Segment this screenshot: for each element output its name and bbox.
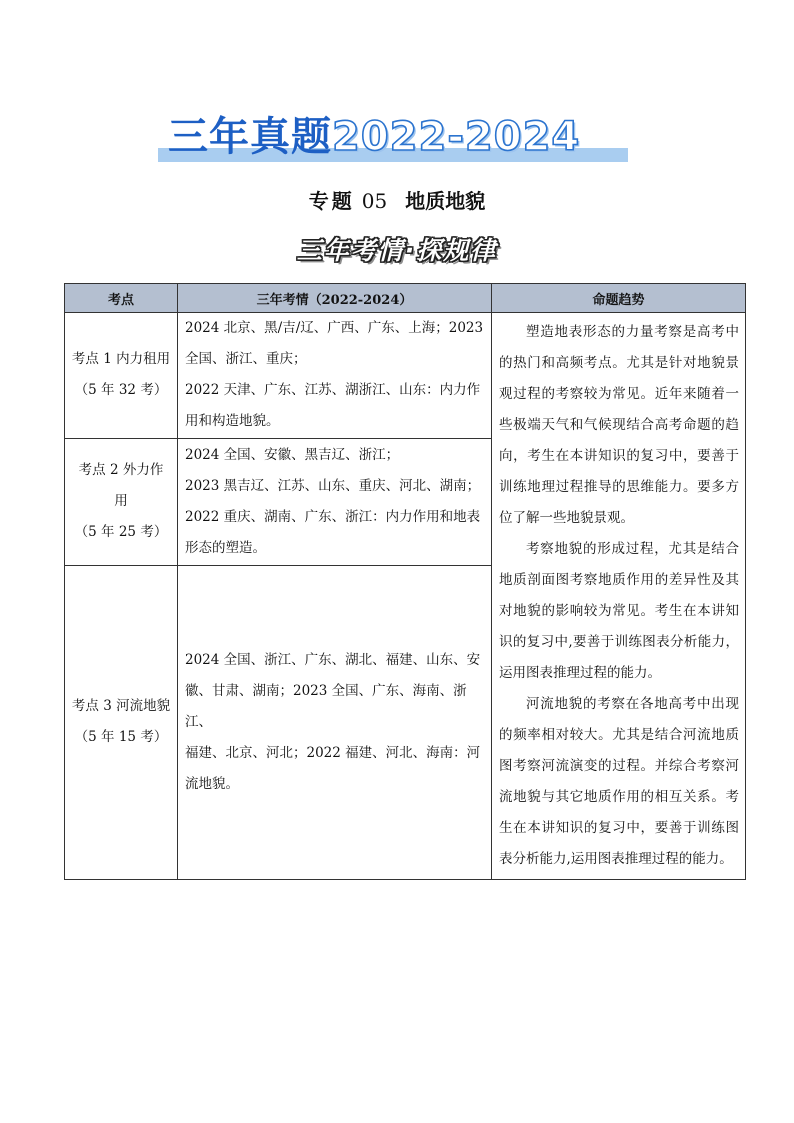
exam-analysis-table — [64, 283, 746, 880]
header-past-exams: 三年考情（2022-2024） — [178, 284, 492, 313]
subject-heading — [0, 186, 794, 216]
trend-paragraph: 塑造地表形态的力量考察是高考中的热门和高频考点。尤其是针对地貌景观过程的考察较为常见。近年来随着一些极端天气和气候现结合高考命题的趋向，考生在本讲知识的复习中，要善于训练地理过程推导的思维能力。要多方位了解一些地貌景观。 — [499, 324, 739, 526]
past-exams-line: 2024 全国、安徽、黑吉辽、浙江； — [185, 446, 400, 463]
past-exams-line: 2024 全国、浙江、广东、湖北、福建、山东、安 — [185, 651, 481, 668]
exam-point-count: （5 年 32 考） — [74, 382, 168, 399]
past-exams-line: 徽、甘肃、湖南；2023 全国、广东、海南、浙江、 — [185, 682, 467, 730]
exam-point-count: （5 年 15 考） — [74, 729, 168, 746]
past-exams-cell — [178, 438, 492, 565]
past-exams-line: 福建、北京、河北；2022 福建、河北、海南：河 — [185, 744, 481, 761]
trend-cell — [492, 313, 746, 880]
past-exams-line: 2024 北京、黑/吉/辽、广西、广东、上海；2023 — [185, 320, 484, 337]
banner-title-cn: 三年真题 — [168, 114, 332, 160]
past-exams-line: 流地貌。 — [185, 775, 239, 792]
header-exam-point: 考点 — [65, 284, 178, 313]
title-banner — [158, 112, 636, 170]
exam-point-name: 考点 2 外力作 — [78, 462, 164, 479]
past-exams-line: 2022 天津、广东、江苏、湖浙江、山东：内力作 — [185, 382, 481, 399]
past-exams-cell — [178, 565, 492, 879]
subject-number: 05 — [361, 189, 388, 213]
subject-title: 地质地貌 — [405, 189, 486, 213]
subject-tag: 专题 — [308, 189, 355, 213]
past-exams-cell — [178, 313, 492, 439]
section-title: 三年考情·探规律 — [296, 236, 498, 265]
exam-point-cell — [65, 313, 178, 439]
trend-paragraph: 考察地貌的形成过程，尤其是结合地质剖面图考察地质作用的差异性及其对地貌的影响较为常见。考生在本讲知识的复习中,要善于训练图表分析能力，运用图表推理过程的能力。 — [499, 541, 739, 681]
exam-point-name: 考点 3 河流地貌 — [71, 698, 171, 715]
past-exams-line: 全国、浙江、重庆； — [185, 351, 307, 368]
header-trend: 命题趋势 — [492, 284, 746, 313]
exam-point-cell — [65, 565, 178, 879]
past-exams-line: 2023 黑吉辽、江苏、山东、重庆、河北、湖南； — [185, 477, 481, 494]
exam-point-name: 考点 1 内力租用 — [71, 351, 171, 368]
exam-point-count: （5 年 25 考） — [74, 524, 168, 541]
exam-point-name-cont: 用 — [114, 493, 128, 510]
table-header-row — [65, 284, 746, 313]
trend-paragraph: 河流地貌的考察在各地高考中出现的频率相对较大。尤其是结合河流地质图考察河流演变的过程。并综合考察河流地貌与其它地质作用的相互关系。考生在本讲知识的复习中，要善于训练图表分析能力,运用图表推理过程的能力。 — [499, 696, 739, 867]
past-exams-line: 形态的塑造。 — [185, 539, 266, 556]
banner-title — [168, 112, 580, 162]
banner-title-years: 2022-2024 — [332, 114, 581, 160]
past-exams-line: 用和构造地貌。 — [185, 413, 280, 430]
exam-point-cell — [65, 438, 178, 565]
table-row — [65, 313, 746, 439]
past-exams-line: 2022 重庆、湖南、广东、浙江：内力作用和地表 — [185, 508, 481, 525]
